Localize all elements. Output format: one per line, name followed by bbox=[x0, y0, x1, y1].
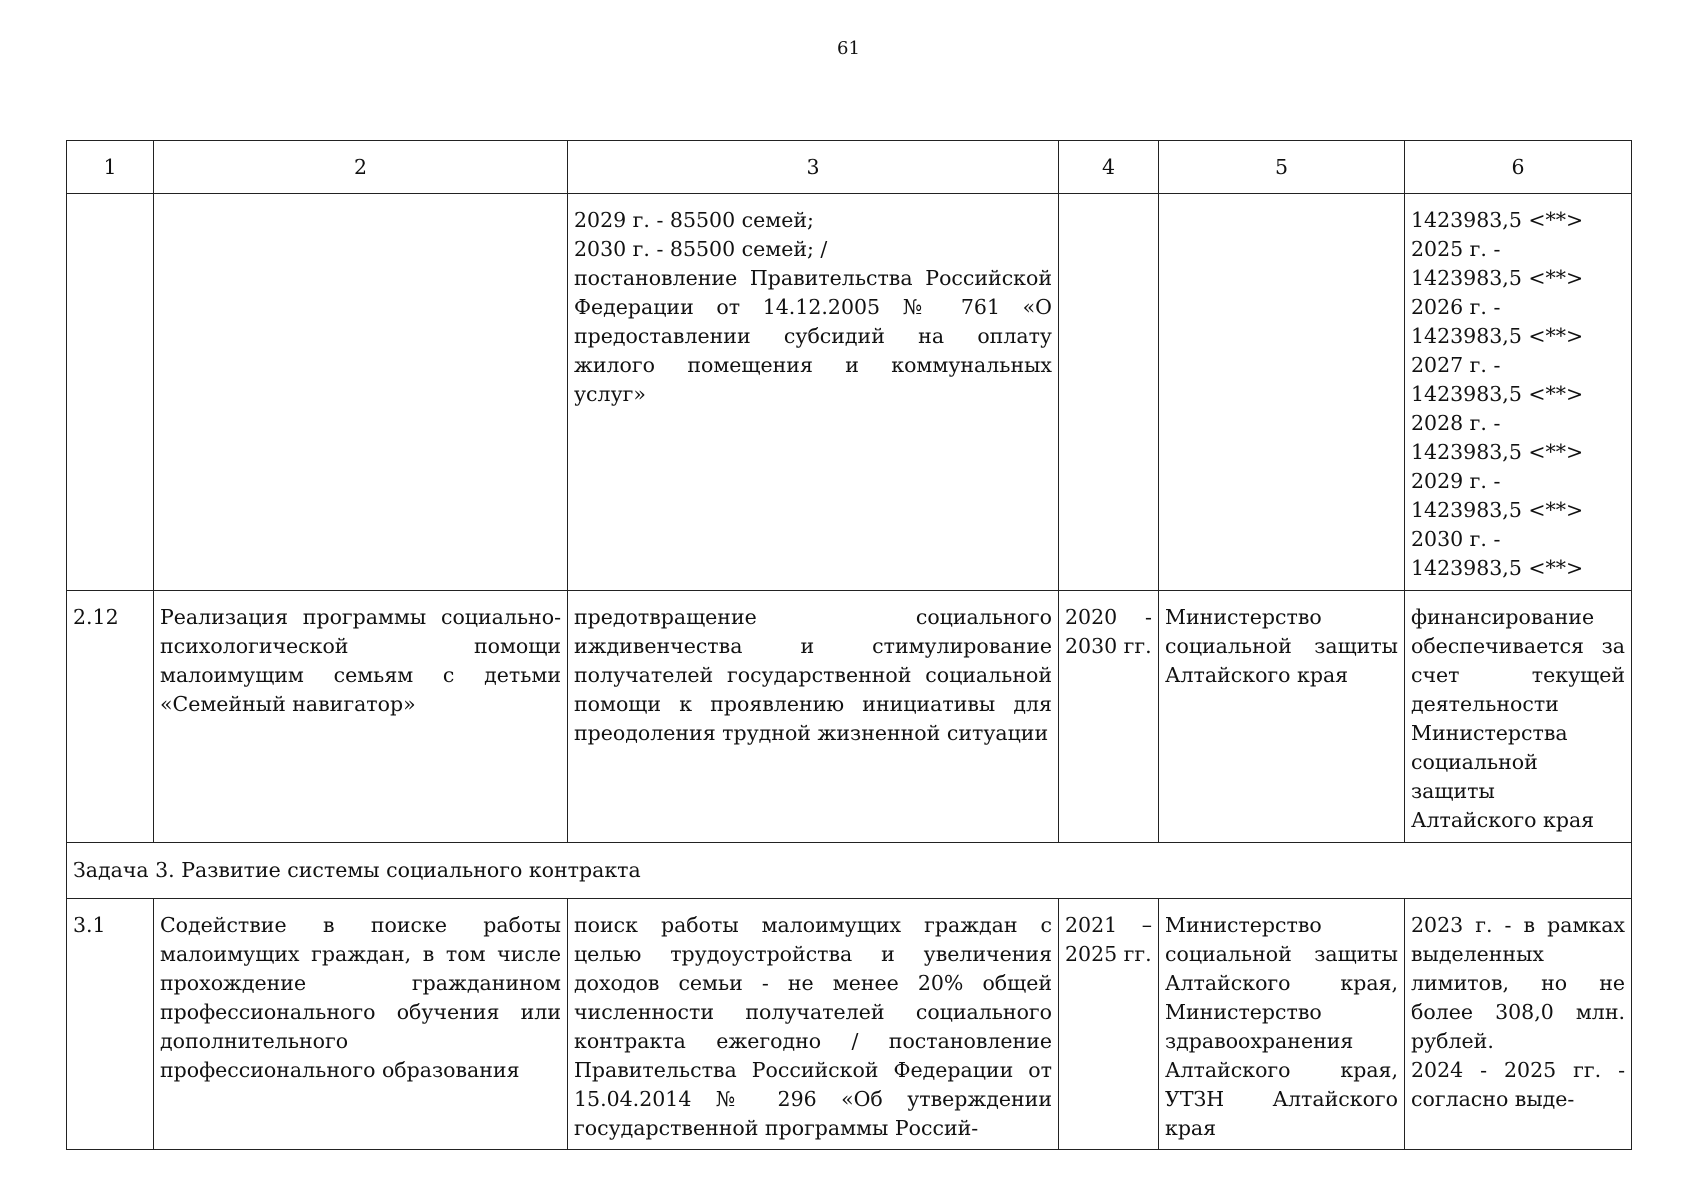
cell-num bbox=[67, 194, 154, 591]
funding-line: 1423983,5 <**> bbox=[1411, 440, 1584, 464]
result-text: постановление Правительства Российской Федерации от 14.12.2005 № 761 «О предоставлении субсидий на оплату жилого помещения и коммунальных услуг» bbox=[574, 266, 1052, 406]
task-title: Задача 3. Развитие системы социального контракта bbox=[67, 843, 1632, 899]
cell-funding bbox=[1405, 194, 1632, 591]
cell-result: поиск работы малоимущих граждан с целью трудоустройства и увеличения доходов семьи - не менее 20% общей численности получателей социального контракта ежегодно / постановление Правительства Российской Федерации от 15.04.2014 № 296 «Об утверждении государственной программы Россий- bbox=[568, 899, 1059, 1150]
task-header-row bbox=[67, 843, 1632, 899]
page-number: 61 bbox=[837, 38, 860, 59]
funding-line: 2026 г. - bbox=[1411, 295, 1501, 319]
cell-num: 2.12 bbox=[67, 591, 154, 843]
column-number: 2 bbox=[154, 141, 568, 194]
funding-line: 2025 г. - bbox=[1411, 237, 1501, 261]
column-number: 4 bbox=[1059, 141, 1159, 194]
funding-line: 1423983,5 <**> bbox=[1411, 208, 1584, 232]
funding-line: 1423983,5 <**> bbox=[1411, 382, 1584, 406]
funding-line: 2028 г. - bbox=[1411, 411, 1501, 435]
cell-period: 2020 - 2030 гг. bbox=[1059, 591, 1159, 843]
cell-num: 3.1 bbox=[67, 899, 154, 1150]
cell-period bbox=[1059, 194, 1159, 591]
table-row-2-12 bbox=[67, 591, 1632, 843]
cell-name bbox=[154, 194, 568, 591]
table-row-3-1 bbox=[67, 899, 1632, 1150]
cell-funding: финансирование обеспечивается за счет текущей деятельности Министерства социальной защиты Алтайского края bbox=[1405, 591, 1632, 843]
funding-text: 2024 - 2025 гг. - согласно выде- bbox=[1411, 1058, 1625, 1111]
cell-executor: Министерство социальной защиты Алтайского края, Министерство здравоохранения Алтайского края, УТЗН Алтайского края bbox=[1159, 899, 1405, 1150]
funding-line: 1423983,5 <**> bbox=[1411, 498, 1584, 522]
funding-line: 2027 г. - bbox=[1411, 353, 1501, 377]
cell-name: Содействие в поиске работы малоимущих граждан, в том числе прохождение гражданином профессионального обучения или дополнительного профессионального образования bbox=[154, 899, 568, 1150]
column-number: 5 bbox=[1159, 141, 1405, 194]
result-line: 2030 г. - 85500 семей; / bbox=[574, 237, 828, 261]
cell-result: предотвращение социального иждивенчества и стимулирование получателей государственной социальной помощи к проявлению инициативы для преодоления трудной жизненной ситуации bbox=[568, 591, 1059, 843]
column-number: 6 bbox=[1405, 141, 1632, 194]
funding-line: 1423983,5 <**> bbox=[1411, 556, 1584, 580]
table-row-continued bbox=[67, 194, 1632, 591]
measures-table bbox=[66, 140, 1632, 1150]
funding-line: 1423983,5 <**> bbox=[1411, 266, 1584, 290]
cell-name: Реализация программы социально-психологической помощи малоимущим семьям с детьми «Семейный навигатор» bbox=[154, 591, 568, 843]
cell-funding bbox=[1405, 899, 1632, 1150]
funding-line: 1423983,5 <**> bbox=[1411, 324, 1584, 348]
cell-result bbox=[568, 194, 1059, 591]
funding-text: 2023 г. - в рамках выделенных лимитов, но не более 308,0 млн. рублей. bbox=[1411, 913, 1625, 1053]
column-number: 1 bbox=[67, 141, 154, 194]
funding-line: 2030 г. - bbox=[1411, 527, 1501, 551]
funding-line: 2029 г. - bbox=[1411, 469, 1501, 493]
cell-executor: Министерство социальной защиты Алтайского края bbox=[1159, 591, 1405, 843]
cell-period: 2021 – 2025 гг. bbox=[1059, 899, 1159, 1150]
result-line: 2029 г. - 85500 семей; bbox=[574, 208, 814, 232]
column-number: 3 bbox=[568, 141, 1059, 194]
column-number-row bbox=[67, 141, 1632, 194]
cell-executor bbox=[1159, 194, 1405, 591]
